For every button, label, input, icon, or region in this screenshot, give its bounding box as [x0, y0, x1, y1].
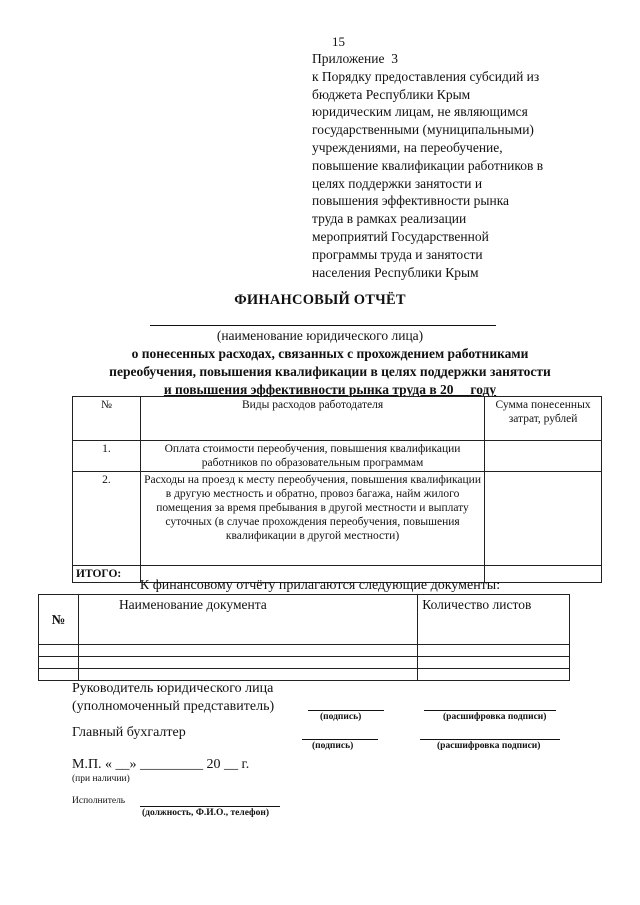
appendix-line: труда в рамках реализации — [312, 211, 467, 227]
row-sum-cell[interactable] — [485, 441, 602, 472]
row-text: Расходы на проезд к месту переобучения, повышения квалификации в другую местность и обратно, провоз багажа, найм жилого помещения за время пребывания в другой местности и выплату суточных (в случае прохождения переобучения, повышения квалификации в другой местности) — [140, 472, 484, 566]
appendix-line: учреждениями, на переобучение, — [312, 139, 503, 155]
executor-caption: (должность, Ф.И.О., телефон) — [142, 808, 270, 818]
appendix-line: повышение квалификации работников в — [312, 157, 544, 173]
appendix-line: юридическим лицам, не являющимся — [312, 104, 528, 120]
head-signature-line[interactable] — [308, 710, 384, 711]
appendix-line: мероприятий Государственной — [312, 228, 489, 244]
org-name-line — [150, 325, 496, 326]
table-row — [73, 472, 602, 566]
stamp-date-line: М.П. « __» _________ 20 __ г. — [72, 757, 250, 772]
signature-caption: (подпись) — [312, 741, 354, 751]
documents-table — [38, 594, 570, 681]
page-number: 15 — [332, 34, 345, 49]
col-header-num: № — [39, 595, 79, 645]
col-header-sum: Сумма понесенных затрат, рублей — [485, 397, 602, 441]
table-header-row — [73, 397, 602, 441]
report-title: ФИНАНСОВЫЙ ОТЧЁТ — [234, 292, 406, 308]
appendix-line: целях поддержки занятости и — [312, 175, 483, 191]
accountant-decode-line[interactable] — [420, 739, 560, 740]
appendix-line: программы труда и занятости — [312, 246, 483, 262]
table-row[interactable] — [39, 645, 570, 657]
table-row[interactable] — [39, 657, 570, 669]
row-sum-cell[interactable] — [485, 472, 602, 566]
table-row[interactable] — [39, 669, 570, 681]
subtitle-line: о понесенных расходах, связанных с прохождением работниками — [131, 346, 529, 361]
documents-intro: К финансовому отчёту прилагаются следующие документы: — [139, 578, 501, 593]
appendix-line: повышения эффективности рынка — [312, 193, 510, 209]
row-num: 2. — [73, 472, 141, 566]
head-decode-line[interactable] — [424, 710, 556, 711]
accountant-title: Главный бухгалтер — [72, 725, 186, 740]
table-header-row — [39, 595, 570, 645]
col-header-doc-name: Наименование документа — [78, 595, 417, 645]
appendix-line: населения Республики Крым — [312, 264, 479, 280]
appendix-block — [312, 50, 602, 281]
stamp-note: (при наличии) — [72, 774, 130, 784]
expenses-table — [72, 396, 602, 583]
report-subtitle — [60, 345, 600, 399]
appendix-heading: Приложение 3 — [312, 51, 398, 66]
head-title-line: Руководитель юридического лица — [72, 681, 274, 696]
table-row — [73, 441, 602, 472]
appendix-line: государственными (муниципальными) — [312, 122, 534, 138]
org-name-caption: (наименование юридического лица) — [216, 328, 424, 343]
appendix-line: к Порядку предоставления субсидий из — [312, 68, 540, 84]
col-header-num: № — [73, 397, 141, 441]
decode-caption: (расшифровка подписи) — [437, 741, 541, 751]
head-title — [72, 680, 274, 716]
col-header-expense-type: Виды расходов работодателя — [140, 397, 484, 441]
signature-caption: (подпись) — [320, 712, 362, 722]
row-text: Оплата стоимости переобучения, повышения квалификации работников по образовательным программам — [140, 441, 484, 472]
total-label: ИТОГО: — [73, 566, 141, 583]
appendix-line: бюджета Республики Крым — [312, 86, 471, 102]
head-title-line: (уполномоченный представитель) — [72, 699, 275, 714]
col-header-sheets: Количество листов — [418, 595, 570, 645]
subtitle-line: переобучения, повышения квалификации в целях поддержки занятости — [109, 364, 551, 379]
subtitle-line: и повышения эффективности рынка труда в 20__ году — [163, 382, 497, 397]
executor-label: Исполнитель — [72, 796, 126, 806]
executor-line[interactable] — [140, 806, 280, 807]
decode-caption: (расшифровка подписи) — [443, 712, 547, 722]
accountant-signature-line[interactable] — [302, 739, 378, 740]
row-num: 1. — [73, 441, 141, 472]
